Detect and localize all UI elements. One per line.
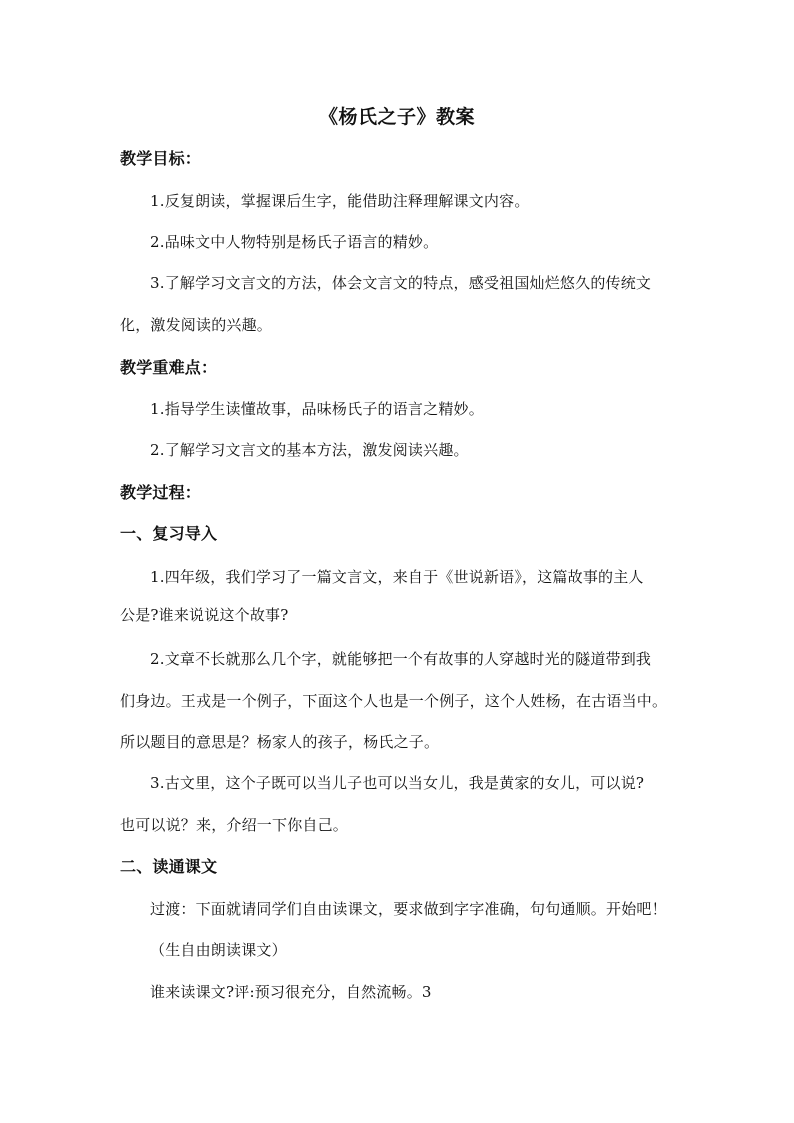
goal-item-3-continued: 化，激发阅读的兴趣。 (120, 316, 273, 334)
part1-line-6: 3.古文里，这个子既可以当儿子也可以当女儿，我是黄家的女儿，可以说? (150, 774, 645, 792)
part1-line-1: 1.四年级，我们学习了一篇文言文，来自于《世说新语》，这篇故事的主人 (150, 568, 644, 586)
keypoint-item-2: 2.了解学习文言文的基本方法，激发阅读兴趣。 (150, 441, 469, 459)
part1-line-2: 公是?谁来说说这个故事? (120, 606, 289, 624)
part1-line-5: 所以题目的意思是？杨家人的孩子，杨氏之子。 (120, 733, 440, 751)
part1-line-3: 2.文章不长就那么几个字，就能够把一个有故事的人穿越时光的隧道带到我 (150, 650, 652, 668)
goals-heading: 教学目标： (120, 149, 202, 168)
part1-line-7: 也可以说？来，介绍一下你自己。 (120, 816, 349, 834)
goal-item-3: 3.了解学习文言文的方法，体会文言文的特点，感受祖国灿烂悠久的传统文 (150, 274, 652, 292)
keypoints-heading: 教学重难点： (120, 358, 218, 377)
goal-item-2: 2.品味文中人物特别是杨氏子语言的精妙。 (150, 233, 439, 251)
document-title: 《杨氏之子》教案 (318, 106, 475, 128)
goal-item-1: 1.反复朗读，掌握课后生字，能借助注释理解课文内容。 (150, 192, 530, 210)
process-heading: 教学过程： (120, 483, 202, 502)
part2-line-2: （生自由朗读课文） (150, 941, 287, 959)
part2-line-1: 过渡：下面就请同学们自由读课文，要求做到字字准确，句句通顺。开始吧！ (150, 900, 667, 918)
part2-heading: 二、读通课文 (120, 857, 218, 876)
keypoint-item-1: 1.指导学生读懂故事，品味杨氏子的语言之精妙。 (150, 400, 484, 418)
part1-heading: 一、复习导入 (120, 524, 218, 543)
part2-line-3: 谁来读课文?评:预习很充分，自然流畅。3 (150, 983, 432, 1001)
part1-line-4: 们身边。王戎是一个例子，下面这个人也是一个例子，这个人姓杨，在古语当中。 (120, 692, 668, 710)
